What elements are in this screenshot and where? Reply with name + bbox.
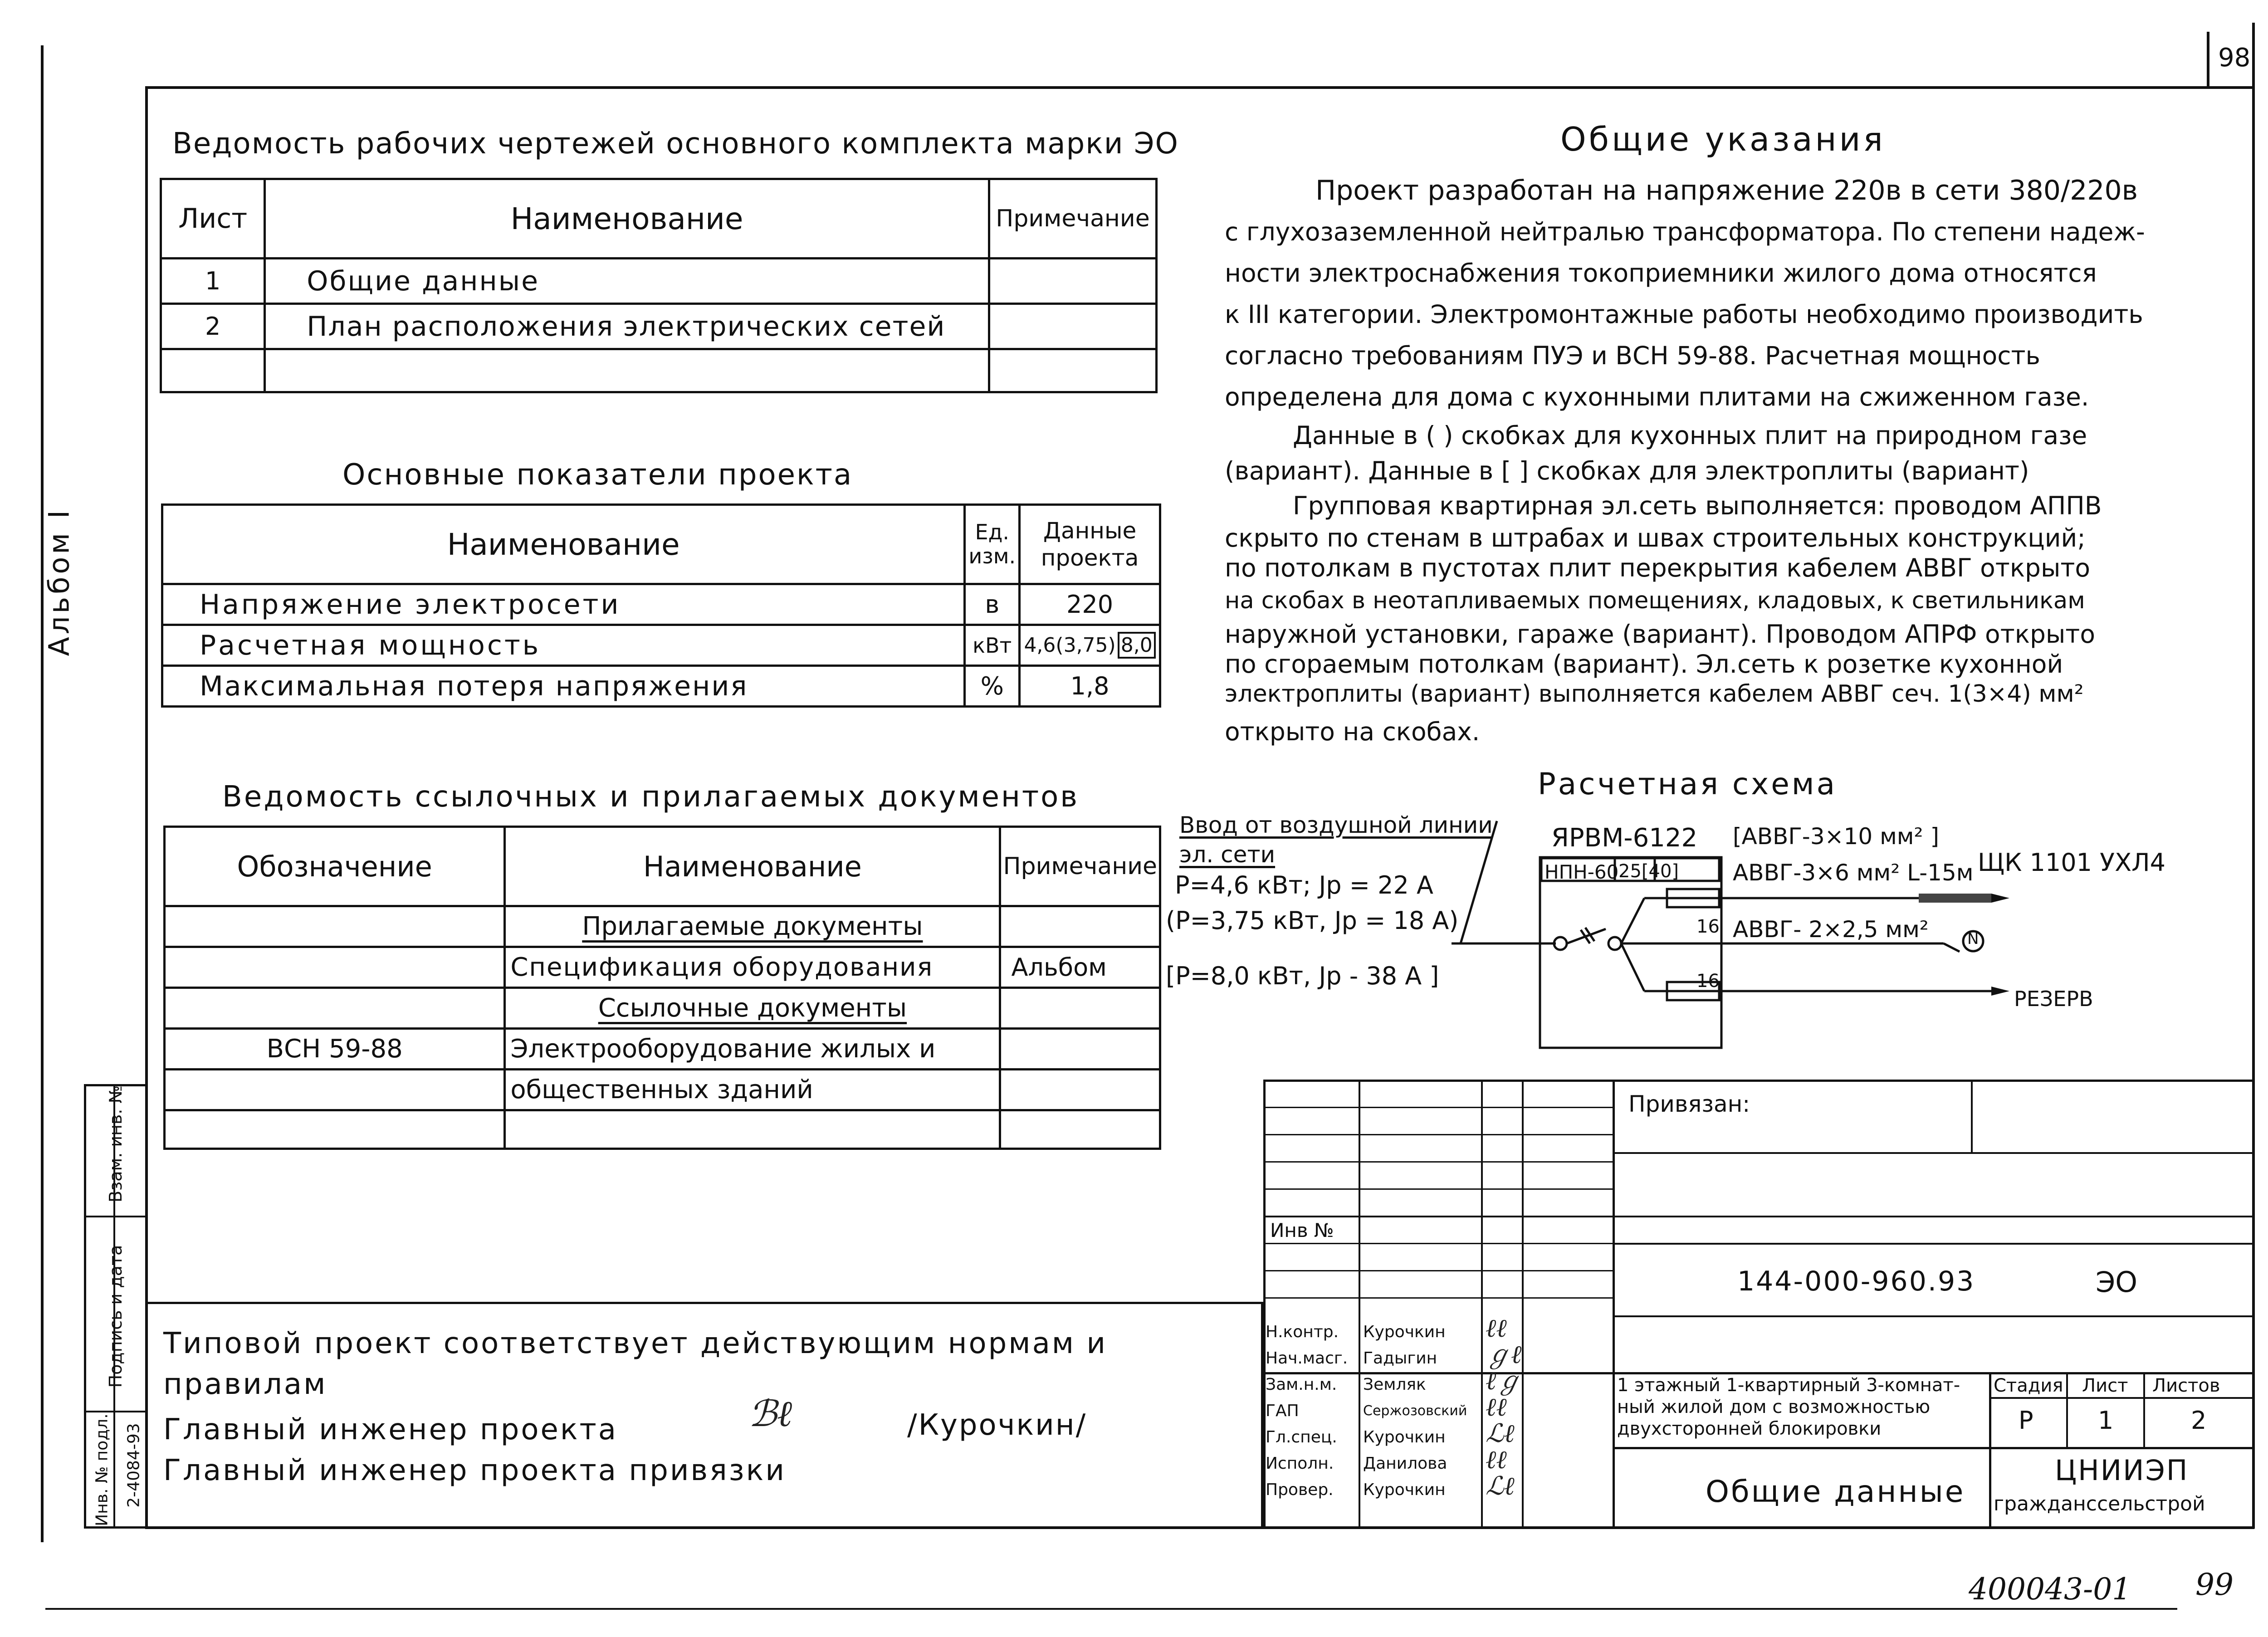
scheme-fuse-1-label: 16 [1696,916,1720,937]
note-line: Групповая квартирная эл.сеть выполняется: проводом АППВ [1293,491,2102,520]
table-row [161,304,1157,349]
left-stamp-cut [84,1216,147,1217]
sheet-note [989,304,1156,349]
indicator-value-cell [1020,625,1160,666]
tb-row-line [1613,1243,2254,1245]
scheme-cable-1: АВВГ-3×6 мм² L-15м [1733,860,1974,886]
drawing-list-table [160,178,1158,393]
indicators-table [161,503,1161,708]
ref-name: Прилагаемые документы [505,906,1000,947]
sheet-name: План расположения электрических сетей [265,304,989,349]
ref-name: Ссылочные документы [505,988,1000,1029]
scheme-input-label-2: эл. сети [1179,841,1276,868]
scheme-p2: (P=3,75 кВт, Jр = 18 А) [1166,906,1459,935]
scheme-title: Расчетная схема [1538,767,1838,801]
tb-role-name: Курочкин [1363,1323,1446,1341]
statement-chief-1-name: /Курочкин/ [907,1408,1087,1442]
page-number-top: 98 [2218,43,2251,73]
frame-top-line [145,86,2254,89]
tb-sheet: 1 [2098,1406,2114,1435]
tb-row-line [1263,1216,2254,1217]
references-table [163,826,1161,1150]
indicator-name: Напряжение электросети [162,584,965,625]
ref-header-name: Наименование [505,827,1000,906]
tb-row-line [1613,1152,2254,1154]
tb-sheets: 2 [2191,1406,2207,1435]
left-stamp-sign-date: Подпись и дата [106,1245,126,1388]
scheme-reserve-label: РЕЗЕРВ [2014,987,2093,1011]
ref-header-note: Примечание [1000,827,1160,906]
table-row [161,259,1157,304]
scan-bottom-line [45,1608,2177,1610]
scheme-target-label: ЩК 1101 УХЛ4 [1978,848,2166,877]
tb-attached-label: Привязан: [1628,1091,1750,1117]
ref-code [165,947,505,988]
indicators-header-data: Данные проекта [1020,505,1160,584]
note-line: электроплиты (вариант) выполняется кабелем АВВГ сеч. 1(3×4) мм² [1225,680,2084,708]
tb-role-name: Курочкин [1363,1428,1446,1446]
outlet-n-label: N [1967,930,1979,948]
tb-row-line [1263,1188,1613,1190]
tb-role-name: Гадыгин [1363,1349,1437,1368]
tb-object [1617,1374,1960,1440]
note-line: открыто на скобах. [1225,717,1480,746]
sheet-number: 1 [161,259,265,304]
note-line: на скобах в неотапливаемых помещениях, кладовых, к светильникам [1225,587,2085,614]
tb-org-2: гражданссельстрой [1994,1492,2205,1515]
table-row [165,947,1160,988]
tb-roles [1266,1319,1470,1503]
note-line: наружной установки, гараже (вариант). Проводом АПРФ открыто [1225,620,2095,649]
note-line: ности электроснабжения токоприемники жилого дома относятся [1225,259,2097,288]
note-line: Проект разработан на напряжение 220в в сети 380/220в [1315,175,2138,206]
indicator-unit: кВт [965,625,1020,666]
table-row-empty [161,349,1157,392]
tb-stage: Р [2019,1406,2033,1435]
scheme-p3: [P=8,0 кВт, Jр - 38 А ] [1166,962,1439,990]
tb-object-line: ный жилой дом с возможностью [1617,1397,1931,1417]
indicator-name: Максимальная потеря напряжения [162,666,965,707]
tb-object-line: двухсторонней блокировки [1617,1418,1882,1439]
table-row-empty [165,1110,1160,1149]
tb-col-line [1522,1080,1524,1529]
indicators-header-name: Наименование [162,505,965,584]
scheme-switch-label: НПН-60 [1545,861,1619,883]
tb-row-line [1613,1447,2254,1449]
tb-col-line [2066,1372,2068,1447]
table-row [162,666,1160,707]
left-stamp-inv-orig: Инв. № подл. [93,1413,112,1526]
left-stamp-inv-replace: Взам. инв. № [106,1085,126,1203]
scheme-cable-bracket: [АВВГ-3×10 мм² ] [1733,823,1939,850]
note-line: к III категории. Электромонтажные работы необходимо производить [1225,300,2143,329]
indicator-value: 4,6(3,75) [1024,634,1116,657]
tb-role-row [1266,1424,1470,1451]
note-line: по потолкам в пустотах плит перекрытия кабелем АВВГ открыто [1225,553,2091,582]
scheme-cable-2: АВВГ- 2×2,5 мм² [1733,916,1929,943]
tb-role: Исполн. [1266,1454,1334,1473]
tb-role-row [1266,1319,1470,1345]
ref-note: Альбом [1000,947,1160,988]
note-line: Данные в ( ) скобках для кухонных плит на природном газе [1293,421,2087,450]
tb-col-line [2143,1372,2145,1447]
statement-chief-2: Главный инженер проекта привязки [163,1454,786,1487]
tb-attached-divider [1971,1080,1973,1152]
album-label: Альбом I [42,507,76,656]
table-row [165,1029,1160,1070]
note-line: по сгораемым потолкам (вариант). Эл.сеть к розетке кухонной [1225,650,2063,679]
tb-mark: ЭО [2096,1266,2138,1299]
note-line: с глухозаземленной нейтралью трансформатора. По степени надеж- [1225,217,2145,246]
tb-role: ГАП [1266,1402,1299,1420]
drawing-list-title: Ведомость рабочих чертежей основного комплекта марки ЭО [172,127,1179,161]
col-header-name: Наименование [265,179,989,259]
tb-role: Гл.спец. [1266,1428,1337,1446]
indicator-value-bracket: 8,0 [1118,632,1156,659]
scheme-fuse-main-label: 25[40] [1618,861,1679,882]
bottom-page-number: 99 [2195,1567,2234,1602]
tb-role-row [1266,1451,1470,1477]
tb-sheet-title: Общие данные [1706,1474,1965,1509]
tb-row-line [1989,1397,2254,1399]
ref-note [1000,1029,1160,1070]
general-notes-body [1225,170,2250,754]
ref-header-code: Обозначение [165,827,505,906]
tb-role-name: Курочкин [1363,1481,1446,1499]
ref-code [165,1070,505,1110]
tb-role-name: Земляк [1363,1375,1426,1394]
bottom-archive-number: 400043-01 [1969,1572,2131,1607]
arrow-right-icon [1991,987,2009,996]
tb-role: Нач.масг. [1266,1349,1348,1368]
tb-role-row [1266,1398,1470,1424]
sheet-name: Общие данные [265,259,989,304]
note-line: скрыто по стенам в штрабах и швах строительных конструкций; [1225,523,2086,552]
sheet-note [989,259,1156,304]
statement-chief-1: Главный инженер проекта [163,1413,618,1446]
ref-name: общественных зданий [505,1070,1000,1110]
left-stamp-inv-value: 2-4084-93 [124,1423,143,1508]
statement-line-1: Типовой проект соответствует действующим нормам и [163,1327,1107,1360]
left-margin-line [41,45,44,1542]
table-row [165,906,1160,947]
tb-role: Провер. [1266,1481,1334,1499]
col-header-sheet: Лист [161,179,265,259]
cable-arrow-body [1919,894,1991,903]
scheme-input-label-1: Ввод от воздушной линии [1179,812,1493,838]
tb-col-line [1989,1372,1991,1529]
tb-doc-code: 144-000-960.93 [1737,1266,1975,1297]
table-row [162,584,1160,625]
tb-row-line [1613,1315,2254,1317]
tb-role-name: Сержозовский [1363,1403,1467,1419]
tb-row-line [1263,1243,1613,1244]
tb-object-line: 1 этажный 1-квартирный 3-комнат- [1617,1375,1960,1396]
chief-signature: ℬℓ [748,1393,792,1435]
ref-code [165,988,505,1029]
note-line: определена для дома с кухонными плитами на сжиженном газе. [1225,382,2089,411]
references-title: Ведомость ссылочных и прилагаемых документов [222,780,1079,814]
table-row [165,988,1160,1029]
scheme-fuse-2-label: 16 [1696,971,1720,992]
arrow-right-icon [1991,894,2009,903]
tb-col-line [1481,1080,1483,1529]
indicator-name: Расчетная мощность [162,625,965,666]
scheme-panel-label: ЯРВМ-6122 [1551,823,1698,853]
indicators-title: Основные показатели проекта [342,458,853,492]
indicator-value: 220 [1020,584,1160,625]
sheet-number: 2 [161,304,265,349]
tb-row-line [1263,1270,1613,1271]
tb-role-row [1266,1477,1470,1503]
tb-row-line [1263,1134,1613,1135]
tb-sheets-label: Листов [2152,1375,2220,1396]
ref-note [1000,988,1160,1029]
note-line: согласно требованиям ПУЭ и ВСН 59-88. Расчетная мощность [1225,341,2040,370]
note-line: (вариант). Данные в [ ] скобках для электроплиты (вариант) [1225,456,2029,485]
ref-code [165,906,505,947]
tb-col-line [1613,1080,1615,1529]
ref-name: Спецификация оборудования [505,947,1000,988]
tb-row-line [1263,1297,1613,1299]
tb-role: Зам.н.м. [1266,1375,1337,1394]
ref-note [1000,1070,1160,1110]
tb-row-line [1263,1107,1613,1108]
tb-role: Н.контр. [1266,1323,1339,1341]
general-notes-title: Общие указания [1560,120,1886,158]
indicator-unit: % [965,666,1020,707]
tb-signatures: ℓℓ ℊℓ ℓℊ ℓℓ ℒℓ ℓℓ ℒℓ [1486,1314,1522,1501]
ref-code: ВСН 59-88 [165,1029,505,1070]
table-row [165,1070,1160,1110]
tb-inv-no-label: Инв № [1270,1219,1334,1241]
col-header-note: Примечание [989,179,1156,259]
indicators-header-unit: Ед. изм. [965,505,1020,584]
tb-stage-label: Стадия [1994,1375,2063,1396]
tb-org-1: ЦНИИЭП [2055,1454,2189,1487]
indicator-value: 1,8 [1020,666,1160,707]
indicator-unit: в [965,584,1020,625]
tb-row-line [1263,1161,1613,1163]
tb-role-row [1266,1372,1470,1398]
scheme-p1: P=4,6 кВт; Jр = 22 А [1175,871,1433,899]
tb-role-row [1266,1345,1470,1372]
tb-sheet-label: Лист [2082,1375,2128,1396]
statement-line-2: правилам [163,1368,327,1401]
ref-note [1000,906,1160,947]
table-row [162,625,1160,666]
ref-name: Электрооборудование жилых и [505,1029,1000,1070]
tb-role-name: Данилова [1363,1454,1447,1473]
